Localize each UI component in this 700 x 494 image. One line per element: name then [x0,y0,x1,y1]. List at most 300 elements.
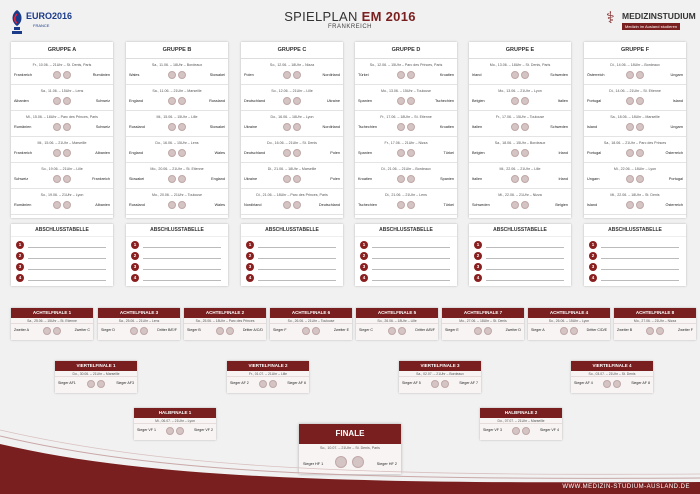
standings-row [246,241,336,251]
match-meta: Sa., 18.06. – 21Uhr – Parc des Princes [603,141,667,145]
score-input-away[interactable] [63,201,71,209]
match-meta: Mi., 15.06. – 15Uhr – Lille [156,115,198,119]
ko-team-b: Dritter B/E/F [157,328,177,332]
score-input-away[interactable] [312,327,320,335]
ko-meta: Mo., 27.06. – 21Uhr – Nizza [614,318,696,324]
match-row [11,163,113,189]
score-input-away[interactable] [293,149,301,157]
match-row [241,85,343,111]
score-input-home[interactable] [283,149,291,157]
score-input-away[interactable] [63,175,71,183]
standings-row [589,252,679,262]
match-meta: Sa., 18.06. – 15Uhr – Bordeaux [494,141,546,145]
home-team: Polen [244,73,254,77]
ko-team-a: Sieger D [101,328,115,332]
score-input-away[interactable] [140,327,148,335]
home-team: Island [587,125,598,129]
ko-meta: Sa., 25.06. – 18Uhr – Parc des Princes [184,318,266,324]
score-input-away[interactable] [521,123,529,131]
score-input-home[interactable] [511,97,519,105]
ko-team-b: Sieger AF 8 [631,381,650,385]
score-input-home[interactable] [511,123,519,131]
score-input-home[interactable] [168,149,176,157]
group-title: GRUPPE B [126,42,228,59]
standings-row [589,263,679,273]
round-of-16-card [356,308,438,340]
match-meta: Fr., 17.06. – 18Uhr – St. Etienne [380,115,432,119]
score-input-away[interactable] [636,123,644,131]
home-team: Tschechien [358,125,377,129]
score-input-home[interactable] [474,327,482,335]
standings-row [474,252,564,262]
away-team: Ungarn [670,73,683,77]
score-input-home[interactable] [626,149,634,157]
page-title [0,9,700,24]
rank-entry-line[interactable] [486,247,564,248]
group-title: GRUPPE F [584,42,686,59]
standings-row [131,241,221,251]
home-team: Türkei [358,73,369,77]
footer-website[interactable]: WWW.MEDIZIN-STUDIUM-AUSLAND.DE [562,484,690,490]
score-input-away[interactable] [656,327,664,335]
score-input-home[interactable] [302,327,310,335]
rank-badge: 2 [16,252,24,260]
match-meta: Mo., 13.06. – 15Uhr – Toulouse [380,89,432,93]
ko-title: ACHTELFINALE 7 [442,308,524,318]
rank-entry-line[interactable] [258,247,336,248]
rank-entry-line[interactable] [372,247,450,248]
away-team: England [211,177,225,181]
score-input-away[interactable] [178,97,186,105]
rank-badge: 4 [246,274,254,282]
match-meta: Di., 14.06. – 18Uhr – Bordeaux [610,63,660,67]
score-input-away[interactable] [521,71,529,79]
match-meta: Mi., 22.06. – 18Uhr – Lyon [613,167,657,171]
match-meta: Sa., 11.06. – 15Uhr – Lens [40,89,84,93]
score-input-home[interactable] [53,71,61,79]
standings-title: ABSCHLUSSTABELLE [126,224,228,237]
score-input-home[interactable] [397,123,405,131]
ko-team-a: Sieger AF1 [58,381,76,385]
home-team: Ukraine [244,177,258,181]
standings-row [131,252,221,262]
rank-badge: 2 [589,252,597,260]
standings-title: ABSCHLUSSTABELLE [241,224,343,237]
score-input-home[interactable] [431,380,439,388]
standings-row [474,241,564,251]
home-team: Belgien [472,99,485,103]
away-team: Frankreich [92,177,110,181]
match-row [469,85,571,111]
match-row [355,59,457,85]
standings-table [355,224,457,286]
score-input-home[interactable] [626,71,634,79]
score-input-away[interactable] [398,327,406,335]
match-row [584,163,686,189]
match-meta: Do., 16.06. – 15Uhr – Lens [155,141,199,145]
ko-meta: So., 26.06. – 15Uhr – Lyon [528,318,610,324]
ko-meta: So., 03.07. – 21Uhr – St. Denis [571,371,653,377]
rank-entry-line[interactable] [258,269,336,270]
match-meta: Di., 21.06. – 18Uhr – Parc des Princes, Paris [256,193,328,197]
rank-entry-line[interactable] [601,258,679,259]
ko-title: ACHTELFINALE 1 [11,308,93,318]
match-meta: Mi., 15.06. – 18Uhr – Parc des Princes, Paris [26,115,98,119]
home-team: Schweden [472,203,490,207]
away-team: Schweiz [95,125,110,129]
score-input-home[interactable] [259,380,267,388]
title-main: SPIELPLAN [284,9,358,24]
score-input-home[interactable] [53,123,61,131]
away-team: Tschechien [435,99,454,103]
score-input-away[interactable] [407,201,415,209]
score-input-away[interactable] [521,201,529,209]
standings-row [131,263,221,273]
ko-team-a: Sieger B [187,328,201,332]
home-team: Österreich [587,73,605,77]
match-row [11,137,113,163]
score-input-home[interactable] [168,175,176,183]
match-row [584,189,686,215]
match-meta: Sa., 18.06. – 18Uhr – Marseille [610,115,660,119]
score-input-away[interactable] [178,71,186,79]
score-input-away[interactable] [293,175,301,183]
round-of-16-card [528,308,610,340]
score-input-home[interactable] [168,71,176,79]
ko-team-b: Sieger VF 4 [540,428,559,432]
score-input-away[interactable] [63,123,71,131]
score-input-away[interactable] [178,149,186,157]
score-input-away[interactable] [407,175,415,183]
euro-logo-sub: FRANCE [33,23,50,28]
match-row [241,59,343,85]
score-input-home[interactable] [646,327,654,335]
score-input-away[interactable] [53,327,61,335]
rank-badge: 3 [131,263,139,271]
standings-table [11,224,113,286]
ko-team-b: Sieger AF 7 [459,381,478,385]
score-input-away[interactable] [63,149,71,157]
score-input-away[interactable] [269,380,277,388]
caduceus-icon: ⚕ [606,10,615,27]
score-input-away[interactable] [293,123,301,131]
score-input-home[interactable] [216,327,224,335]
rank-entry-line[interactable] [143,280,221,281]
score-input-home[interactable] [283,71,291,79]
away-team: Ukraine [326,99,340,103]
score-input-away[interactable] [521,175,529,183]
score-input-home[interactable] [87,380,95,388]
ko-meta: Sa., 25.06. – 15Uhr – St. Etienne [11,318,93,324]
rank-entry-line[interactable] [372,258,450,259]
score-input-away[interactable] [613,380,621,388]
score-input-away[interactable] [178,175,186,183]
brand-name: MEDIZINSTUDIUM [622,11,696,21]
match-meta: Mi., 22.06. – 21Uhr – Lille [499,167,541,171]
home-team: Schweiz [14,177,29,181]
home-team: Frankreich [14,73,32,77]
rank-entry-line[interactable] [28,258,106,259]
score-input-away[interactable] [636,97,644,105]
score-input-away[interactable] [636,175,644,183]
rank-entry-line[interactable] [486,258,564,259]
match-row [126,59,228,85]
round-of-16-card [11,308,93,340]
standings-row [589,274,679,284]
score-input-away[interactable] [636,71,644,79]
home-team: Italien [472,125,483,129]
score-input-away[interactable] [521,97,529,105]
away-team: Albanien [95,151,110,155]
rank-entry-line[interactable] [486,269,564,270]
rank-entry-line[interactable] [28,269,106,270]
standings-row [246,252,336,262]
standings-table [584,224,686,286]
rank-entry-line[interactable] [143,247,221,248]
score-input-home[interactable] [168,97,176,105]
euro-logo-text: EURO2016 [26,11,73,21]
score-input-home[interactable] [511,201,519,209]
ko-team-a: Sieger AF 2 [230,381,249,385]
score-input-home[interactable] [53,97,61,105]
match-meta: Fr., 17.06. – 15Uhr – Toulouse [495,115,545,119]
score-input-away[interactable] [63,71,71,79]
score-input-away[interactable] [63,97,71,105]
match-row [355,163,457,189]
match-meta: Di., 14.06. – 21Uhr – St. Etienne [609,89,661,93]
score-input-away[interactable] [293,71,301,79]
rank-badge: 3 [474,263,482,271]
match-meta: Di., 21.06. – 21Uhr – Bordeaux [381,167,431,171]
score-input-home[interactable] [283,97,291,105]
ko-title: VIERTELFINALE 4 [571,361,653,371]
score-input-home[interactable] [511,71,519,79]
ko-title: VIERTELFINALE 3 [399,361,481,371]
score-input-home[interactable] [511,175,519,183]
ko-team-a: Zweiter A [14,328,29,332]
match-row [355,137,457,163]
score-input-home[interactable] [283,201,291,209]
home-team: Portugal [587,151,602,155]
match-row [469,137,571,163]
round-of-16-card [270,308,352,340]
match-row [355,111,457,137]
ko-meta: Mi., 06.07. – 21Uhr – Lyon [134,418,216,424]
match-meta: Mo., 20.06. – 21Uhr – Toulouse [151,193,203,197]
score-input-away[interactable] [178,123,186,131]
rank-entry-line[interactable] [372,269,450,270]
rank-entry-line[interactable] [258,280,336,281]
rank-badge: 2 [474,252,482,260]
ko-team-a: Sieger F [273,328,287,332]
score-input-home[interactable] [397,149,405,157]
match-row [469,111,571,137]
standings-table [241,224,343,286]
ko-team-b: Zweiter C [74,328,90,332]
ko-title: ACHTELFINALE 4 [528,308,610,318]
score-input-away[interactable] [178,201,186,209]
score-input-away[interactable] [97,380,105,388]
home-team: Russland [129,203,145,207]
ko-team-b: Sieger VF 2 [194,428,213,432]
rank-entry-line[interactable] [601,269,679,270]
standings-row [474,263,564,273]
standings-title: ABSCHLUSSTABELLE [355,224,457,237]
match-meta: So., 19.06. – 21Uhr – Lyon [40,193,84,197]
score-input-home[interactable] [283,123,291,131]
ko-team-b: Dritter C/D/E [586,328,607,332]
match-meta: Do., 16.06. – 21Uhr – St. Denis [267,141,317,145]
group-card [11,42,113,218]
match-meta: Mi., 22.06. – 18Uhr – St. Denis [610,193,660,197]
score-input-home[interactable] [130,327,138,335]
score-input-home[interactable] [397,97,405,105]
rank-badge: 4 [16,274,24,282]
score-input-away[interactable] [636,149,644,157]
home-team: Rumänien [14,125,32,129]
rank-entry-line[interactable] [143,258,221,259]
score-input-home[interactable] [283,175,291,183]
away-team: Italien [557,99,568,103]
score-input-home[interactable] [397,71,405,79]
ko-team-a: Sieger A [531,328,545,332]
home-team: Spanien [358,151,372,155]
score-input-away[interactable] [407,71,415,79]
score-input-away[interactable] [521,149,529,157]
match-row [11,111,113,137]
match-row [584,59,686,85]
rank-entry-line[interactable] [258,258,336,259]
score-input-away[interactable] [407,97,415,105]
score-input-home[interactable] [43,327,51,335]
match-row [469,189,571,215]
away-team: Schweden [550,73,568,77]
ko-meta: Mo., 27.06. – 18Uhr – St. Denis [442,318,524,324]
rank-entry-line[interactable] [601,247,679,248]
match-meta: Sa., 11.06. – 18Uhr – Bordeaux [151,63,203,67]
page-subtitle: FRANKREICH [327,24,372,30]
away-team: Albanien [95,203,110,207]
match-meta: Sa., 11.06. – 21Uhr – Marseille [152,89,202,93]
rank-badge: 1 [131,241,139,249]
home-team: Ungarn [587,177,600,181]
ko-title: ACHTELFINALE 6 [270,308,352,318]
score-input-home[interactable] [626,123,634,131]
quarterfinal-card [227,361,309,393]
match-meta: Mo., 13.06. – 18Uhr – St. Denis, Paris [489,63,551,67]
score-input-home[interactable] [388,327,396,335]
match-row [126,137,228,163]
round-of-16-card [184,308,266,340]
home-team: Russland [129,125,145,129]
standings-row [360,274,450,284]
rank-entry-line[interactable] [143,269,221,270]
away-team: Slowakei [209,73,225,77]
score-input-home[interactable] [53,149,61,157]
away-team: Kroatien [439,125,454,129]
score-input-away[interactable] [226,327,234,335]
ko-team-b: Zweiter D [505,328,521,332]
standings-row [246,263,336,273]
match-meta: Di., 21.06. – 21Uhr – Lens [385,193,427,197]
score-input-home[interactable] [626,97,634,105]
away-team: Nordirland [322,73,340,77]
match-row [241,163,343,189]
match-row [241,111,343,137]
rank-entry-line[interactable] [372,280,450,281]
away-team: Nordirland [322,125,340,129]
score-input-home[interactable] [168,201,176,209]
rank-entry-line[interactable] [486,280,564,281]
final-title: FINALE [299,424,401,444]
standings-row [360,241,450,251]
match-row [584,85,686,111]
rank-entry-line[interactable] [28,247,106,248]
rank-badge: 4 [360,274,368,282]
score-input-away[interactable] [441,380,449,388]
score-input-home[interactable] [53,175,61,183]
rank-badge: 1 [16,241,24,249]
standings-row [131,274,221,284]
ko-team-a: Sieger AF 4 [574,381,593,385]
match-row [355,189,457,215]
rank-badge: 4 [131,274,139,282]
score-input-home[interactable] [397,201,405,209]
home-team: England [129,151,143,155]
match-row [126,189,228,215]
match-meta: Mi., 22.06. – 21Uhr – Nizza [498,193,542,197]
home-team: Ukraine [244,125,258,129]
score-input-home[interactable] [397,175,405,183]
rank-entry-line[interactable] [601,280,679,281]
brand-tag: Medizin im Ausland studieren [622,23,680,30]
ko-meta: Sa., 02.07. – 21Uhr – Bordeaux [399,371,481,377]
score-input-home[interactable] [53,201,61,209]
score-input-home[interactable] [603,380,611,388]
score-input-home[interactable] [560,327,568,335]
group-title: GRUPPE A [11,42,113,59]
score-input-away[interactable] [570,327,578,335]
score-input-away[interactable] [636,201,644,209]
rank-badge: 3 [246,263,254,271]
score-input-away[interactable] [293,201,301,209]
away-team: Irland [558,177,568,181]
score-input-away[interactable] [484,327,492,335]
match-row [11,85,113,111]
home-team: Kroatien [358,177,373,181]
score-input-home[interactable] [626,201,634,209]
match-meta: Mi., 15.06. – 21Uhr – Marseille [37,141,87,145]
rank-entry-line[interactable] [28,280,106,281]
score-input-home[interactable] [511,149,519,157]
rank-badge: 1 [360,241,368,249]
ko-team-a: Sieger VF 1 [137,428,156,432]
score-input-away[interactable] [293,97,301,105]
rank-badge: 1 [474,241,482,249]
group-card [126,42,228,218]
rank-badge: 1 [589,241,597,249]
score-input-away[interactable] [407,149,415,157]
home-team: Tschechien [358,203,377,207]
score-input-home[interactable] [168,123,176,131]
match-row [126,85,228,111]
match-row [584,111,686,137]
score-input-home[interactable] [626,175,634,183]
match-row [11,59,113,85]
away-team: Deutschland [318,203,340,207]
round-of-16-card [442,308,524,340]
score-input-away[interactable] [407,123,415,131]
